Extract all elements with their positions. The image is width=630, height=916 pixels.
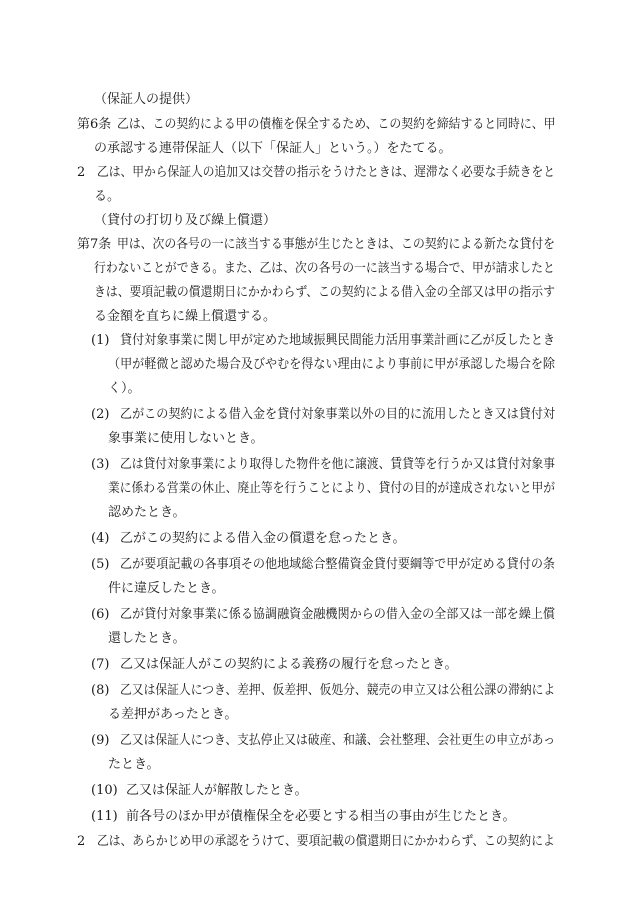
item-8-line-2: る差押があったとき。 [108,707,238,722]
article-7-line-4: る金額を直ちに繰上償還する。 [94,309,277,324]
article-7-para-2-number: 2 [77,834,86,849]
article-6-heading: （保証人の提供） [94,92,199,107]
item-3-number: (3) [91,457,110,472]
item-7-number: (7) [91,657,110,672]
item-4-number: (4) [91,531,110,546]
item-11-number: (11) [91,809,118,824]
article-7-number: 第7条 [77,237,112,252]
item-7-line-1: 乙又は保証人がこの契約による義務の履行を怠ったとき。 [120,657,458,672]
article-6-number: 第6条 [77,117,112,132]
item-1-line-3: く）。 [108,381,141,396]
item-5-line-2: 件に違反したとき。 [108,581,225,596]
item-11-line-1: 前各号のほか甲が債権保全を必要とする相当の事由が生じたとき。 [126,809,516,824]
item-9-line-2: たとき。 [108,757,160,772]
item-4-line-1: 乙がこの契約による借入金の償還を怠ったとき。 [120,531,406,546]
article-6-para-2-line-2: る。 [94,189,121,204]
item-9-number: (9) [91,733,110,748]
item-10-number: (10) [91,783,118,798]
item-1-number: (1) [91,333,110,348]
item-3-line-3: 認めたとき。 [108,505,186,520]
article-6-para-2-number: 2 [77,165,86,180]
item-2-line-2: 象事業に使用しないとき。 [108,431,264,446]
item-6-number: (6) [91,607,110,622]
item-5-number: (5) [91,557,110,572]
item-8-number: (8) [91,683,110,698]
article-6-line-2: の承認する連帯保証人（以下「保証人」という。）をたてる。 [94,141,452,156]
article-7-heading: （貸付の打切り及び繰上償還） [94,213,277,228]
item-10-line-1: 乙又は保証人が解散したとき。 [126,783,308,798]
item-2-number: (2) [91,407,110,422]
item-6-line-2: 還したとき。 [108,631,186,646]
document-page: （保証人の提供） 第6条 乙は、この契約による甲の債権を保全するため、この契約を締結すると同時に、甲 の承認する連帯保証人（以下「保証人」という。）をたてる。 2 乙は、甲から保証人の追加又は交替の指示をうけたときは、遅滞なく必要な手続きをと る。 （貸付の打切り及び繰上償還） 第7条 甲は、次の各号の一に該当する事態が生じたときは、この契約による新たな貸付を 行わないことができる。また、乙は、次の各号の一に該当する場合で、甲が請求したと きは、要項記載の償還期日にかかわらず、この契約による借入金の全部又は甲の指示す る金額を直ちに繰上償還する。 (1) 貸付対象事業に関し甲が定めた地域振興民間能力活用事業計画に乙が反したとき （甲が軽微と認めた場合及びやむを得ない理由により事前に甲が承認した場合を除 く）。 (2) 乙がこの契約による借入金を貸付対象事業以外の目的に流用したとき又は貸付対 象事業に使用しないとき。 (3) 乙は貸付対象事業により取得した物件を他に譲渡、賃貸等を行うか又は貸付対象事 業に係わる営業の休止、廃止等を行うことにより、貸付の目的が達成されないと甲が 認めたとき。 (4) 乙がこの契約による借入金の償還を怠ったとき。 (5) 乙が要項記載の各事項その他地域総合整備資金貸付要綱等で甲が定める貸付の条 件に違反したとき。 (6) 乙が貸付対象事業に係る協調融資金融機関からの借入金の全部又は一部を繰上償 還したとき。 (7) 乙又は保証人がこの契約による義務の履行を怠ったとき。 (8) 乙又は保証人につき、差押、仮差押、仮処分、競売の申立又は公租公課の滞納によ る差押があったとき。 (9) 乙又は保証人につき、支払停止又は破産、和議、会社整理、会社更生の申立があっ たとき。 (10) 乙又は保証人が解散したとき。 (11) 前各号のほか甲が債権保全を必要とする相当の事由が生じたとき。 2 乙は、あらかじめ甲の承認をうけて、要項記載の償還期日にかかわらず、この契約によ [77,92,556,849]
